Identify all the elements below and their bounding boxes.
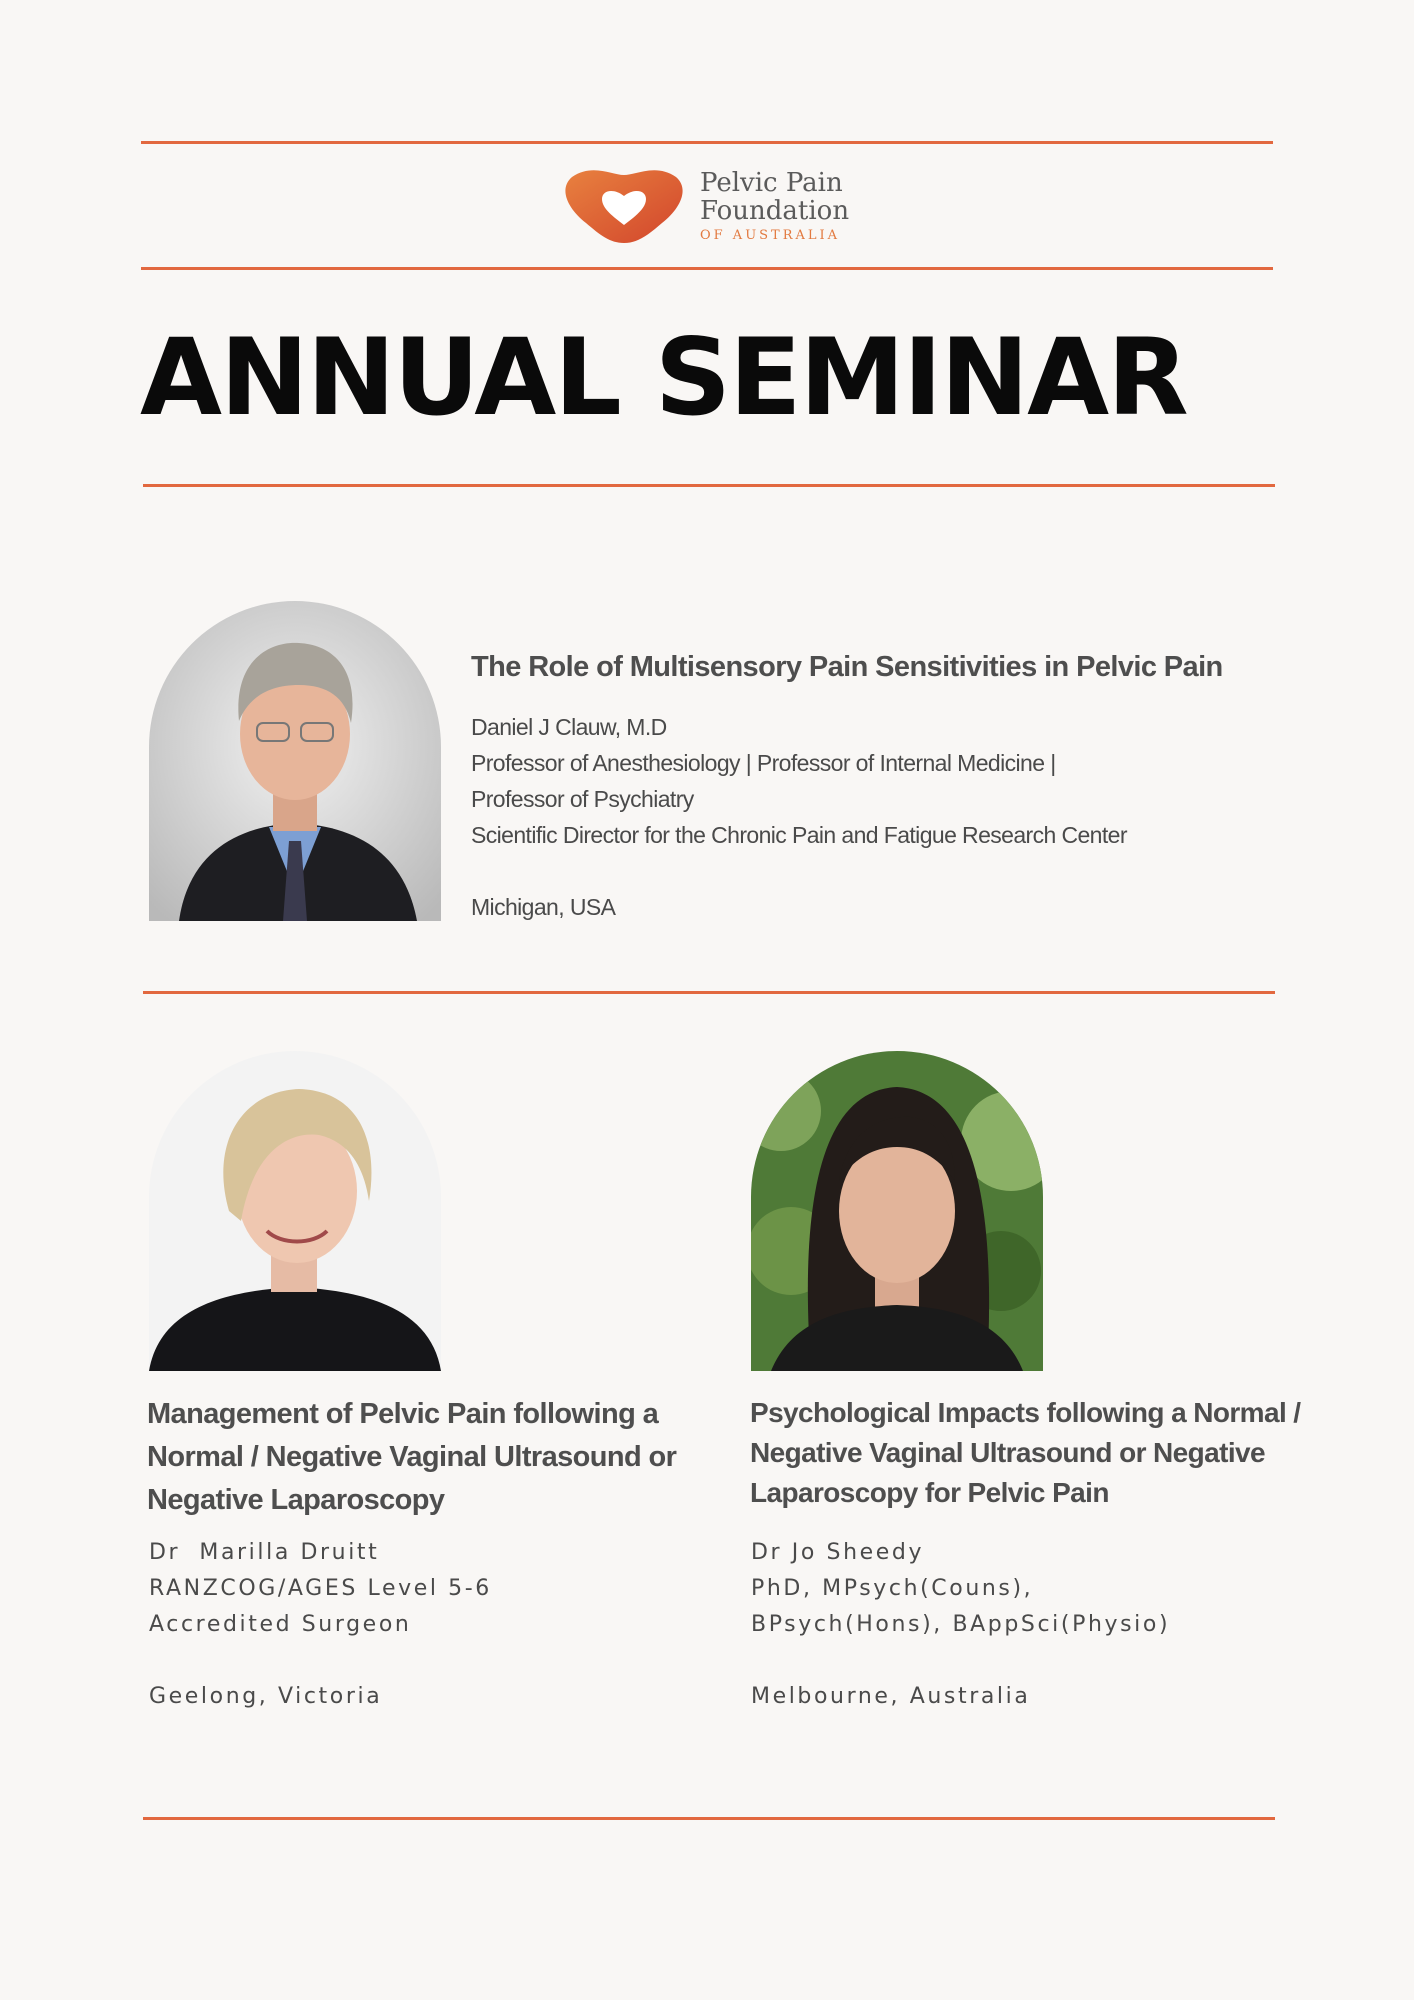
speaker-2-spacer — [149, 1643, 492, 1679]
bottom-divider — [143, 1817, 1275, 1820]
speaker-3-photo — [751, 1051, 1043, 1371]
speaker-1-role-line-3: Scientific Director for the Chronic Pain and Fatigue Research Center — [471, 822, 1127, 848]
speaker-3-role-line-1: PhD, MPsych(Couns), — [751, 1576, 1034, 1601]
speaker-divider — [143, 991, 1275, 994]
speaker-2-role-line-2: Accredited Surgeon — [149, 1612, 412, 1637]
speaker-3-spacer — [751, 1643, 1170, 1679]
speaker-1-details — [471, 709, 1127, 925]
heart-in-pelvis-icon — [562, 165, 686, 245]
speaker-3-talk-line-3: Laparoscopy for Pelvic Pain — [750, 1477, 1109, 1508]
logo-bottom-divider — [141, 267, 1273, 270]
title-bottom-divider — [143, 484, 1275, 487]
speaker-1-role-line-2: Professor of Psychiatry — [471, 786, 694, 812]
speaker-3-role-line-2: BPsych(Hons), BAppSci(Physio) — [751, 1612, 1171, 1637]
speaker-3-talk-title — [750, 1393, 1300, 1513]
speaker-2-talk-title — [147, 1393, 676, 1522]
speaker-3-details — [751, 1535, 1170, 1715]
top-divider — [141, 141, 1273, 144]
speaker-1-location: Michigan, USA — [471, 894, 616, 920]
logo-line-2: Foundation — [700, 196, 850, 226]
speaker-2-photo — [149, 1051, 441, 1371]
page-title: ANNUAL SEMINAR — [140, 316, 1187, 439]
speaker-2-location: Geelong, Victoria — [149, 1684, 383, 1709]
logo-wordmark — [700, 169, 849, 243]
speaker-2-role-line-1: RANZCOG/AGES Level 5-6 — [149, 1576, 492, 1601]
speaker-1-photo — [149, 601, 441, 921]
foundation-logo — [562, 165, 862, 245]
speaker-2-talk-line-1: Management of Pelvic Pain following a — [147, 1398, 659, 1430]
logo-line-1: Pelvic Pain — [700, 168, 843, 198]
speaker-3-talk-line-2: Negative Vaginal Ultrasound or Negative — [750, 1437, 1265, 1468]
speaker-2-details — [149, 1535, 492, 1715]
speaker-1-talk-title: The Role of Multisensory Pain Sensitivities in Pelvic Pain — [471, 651, 1223, 683]
speaker-3-name: Dr Jo Sheedy — [751, 1540, 925, 1565]
speaker-1-role-line-1: Professor of Anesthesiology | Professor of Internal Medicine | — [471, 750, 1056, 776]
speaker-2-talk-line-3: Negative Laparoscopy — [147, 1484, 445, 1516]
speaker-3-location: Melbourne, Australia — [751, 1684, 1031, 1709]
speaker-2-name: Dr Marilla Druitt — [149, 1540, 380, 1565]
speaker-1-spacer — [471, 853, 1127, 889]
speaker-1-name: Daniel J Clauw, M.D — [471, 714, 667, 740]
speaker-3-talk-line-1: Psychological Impacts following a Normal / — [750, 1397, 1301, 1428]
logo-line-3: OF AUSTRALIA — [700, 228, 841, 243]
speaker-2-talk-line-2: Normal / Negative Vaginal Ultrasound or — [147, 1441, 677, 1473]
